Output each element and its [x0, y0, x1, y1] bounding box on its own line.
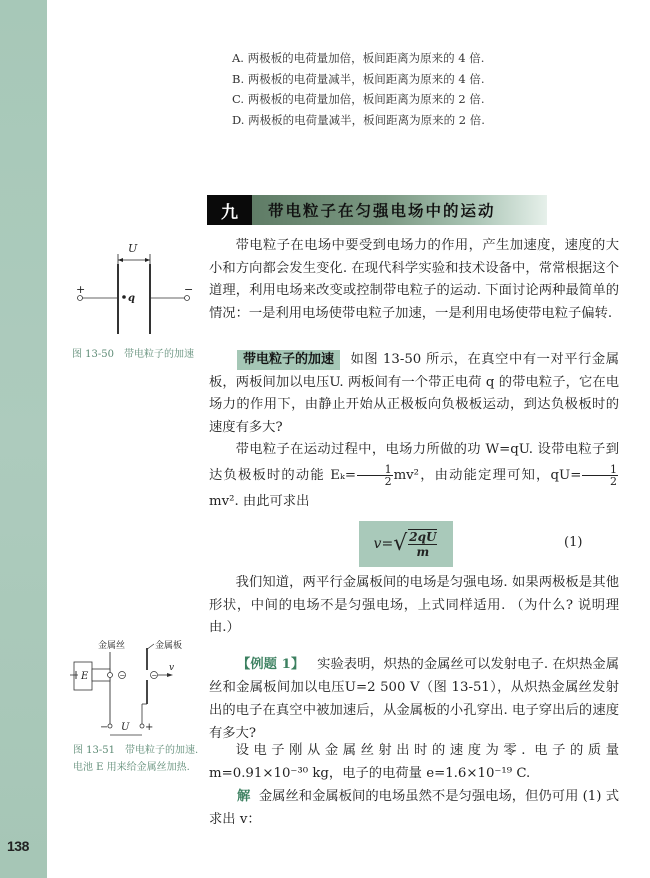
remark-paragraph: 我们知道，两平行金属板间的电场是匀强电场. 如果两极板是其他形状，中间的电场不是匀强电场，上式同样适用. （为什么? 说明理由.）	[209, 575, 619, 635]
choice-c: C. 两极板的电荷量加倍，板间距离为原来的 2 倍.	[232, 92, 485, 106]
choice-list	[232, 48, 485, 130]
derivation-text-1: 带电粒子在运动过程中，电场力所做的功 W=qU. 设带电粒子到达负极板时的动能 Eₖ=	[209, 442, 619, 483]
example-paragraph	[209, 653, 619, 745]
acceleration-paragraph	[209, 349, 619, 439]
svg-text:+: +	[145, 722, 154, 733]
derivation-paragraph	[209, 437, 619, 515]
svg-text:−: −	[100, 722, 109, 733]
section-title: 带电粒子在匀强电场中的运动	[252, 195, 547, 225]
svg-text:−: −	[184, 283, 194, 296]
solution-paragraph	[209, 786, 619, 831]
sqrt-icon: √	[393, 531, 408, 556]
equation-number: (1)	[564, 535, 583, 550]
subsection-tag: 带电粒子的加速	[237, 350, 340, 370]
svg-text:q: q	[128, 293, 135, 304]
choice-b: B. 两极板的电荷量减半，板间距离为原来的 4 倍.	[232, 71, 485, 86]
figure-13-51-diagram	[70, 638, 190, 738]
figure-13-50-caption: 图 13-50 带电粒子的加速	[72, 349, 195, 360]
svg-text:v: v	[169, 663, 175, 673]
fraction-half-1: $\frac{1}{2}$	[357, 464, 393, 487]
page-margin-sidebar	[0, 0, 47, 878]
svg-text:E: E	[81, 671, 89, 682]
svg-text:+: +	[76, 283, 86, 296]
figure-13-50-diagram	[68, 240, 198, 340]
fig50-label-u: U	[128, 242, 138, 255]
figure-13-51-caption-1: 图 13-51 带电粒子的加速.	[73, 745, 199, 756]
example-label: 【例题 1】	[237, 657, 305, 672]
formula-lhs: v=	[373, 536, 394, 552]
svg-text:−: −	[119, 671, 126, 680]
solve-text: 金属丝和金属板间的电场虽然不是匀强电场，但仍可用 (1) 式求出 v：	[209, 789, 620, 827]
intro-paragraph: 带电粒子在电场中要受到电场力的作用，产生加速度，速度的大小和方向都会发生变化. 在现代科学实验和技术设备中，常常根据这个道理，利用电场来改变或控制带电粒子的运动. 下面讨论两种最简单的情况：一是利用电场使带电粒子加速，一是利用电场使带电粒子偏转.	[209, 238, 619, 321]
section-number: 九	[207, 195, 252, 225]
figure-13-51-caption-2: 电池 E 用来给金属丝加热.	[73, 762, 190, 773]
derivation-text-3: mv². 由此可求出	[209, 494, 310, 509]
fraction-half-2: $\frac{1}{2}$	[582, 464, 618, 487]
choice-a: A. 两极板的电荷量加倍，板间距离为原来的 4 倍.	[232, 51, 485, 65]
example-text: 实验表明，炽热的金属丝可以发射电子. 在炽热金属丝和金属板间加以电压U=2 500 V（图 13-51），从炽热金属丝发射出的电子在真空中被加速后，从金属板的小孔穿出. 电子穿出后的速度有多大?	[209, 657, 619, 741]
choice-d: D. 两极板的电荷量减半，板间距离为原来的 2 倍.	[232, 112, 485, 127]
svg-text:U: U	[121, 722, 130, 733]
derivation-text-2: mv²，由动能定理可知，qU=	[393, 468, 582, 483]
given-paragraph: 设电子刚从金属丝射出时的速度为零. 电子的质量 m=0.91×10⁻³⁰ kg，电子的电荷量 e=1.6×10⁻¹⁹ C.	[209, 743, 619, 781]
formula-fraction: $\frac{2qU}{m}$	[409, 530, 437, 559]
acceleration-text: 如图 13-50 所示，在真空中有一对平行金属板，两板间加以电压U. 两板间有一个带正电荷 q 的带电粒子，它在电场力的作用下，由静止开始从正极板向负极板运动，到达负极板时的速度有多大?	[209, 352, 619, 435]
velocity-formula	[359, 521, 453, 567]
svg-text:−: −	[151, 671, 158, 680]
label-plate: 金属板	[155, 641, 183, 651]
section-heading	[207, 195, 547, 225]
page-number: 138	[7, 838, 29, 854]
solve-label: 解	[237, 789, 251, 804]
label-wire: 金属丝	[98, 641, 126, 651]
